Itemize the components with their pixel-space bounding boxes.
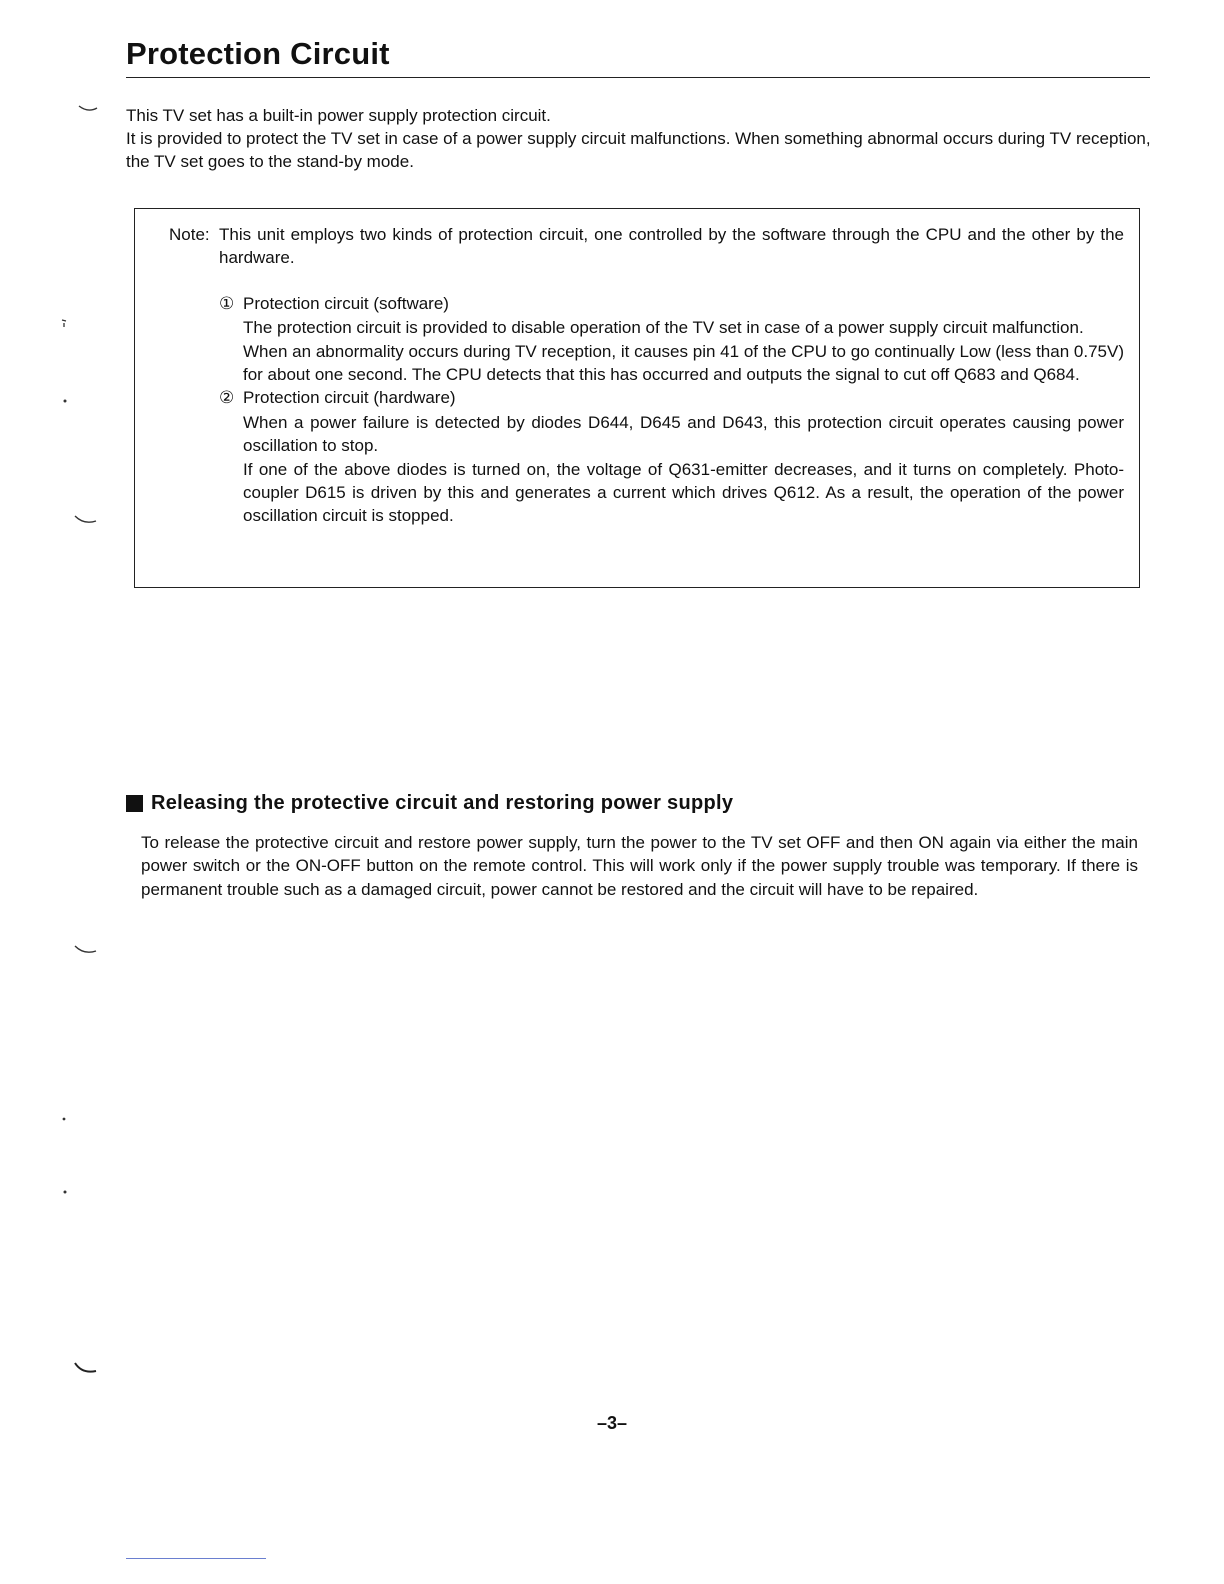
item-paragraph: If one of the above diodes is turned on, the voltage of Q631-emitter decreases, and it turns on completely. Photo-coupler D615 is driven by this and generates a current which drives Q612. As a result, the operation of the power oscillation circuit is stopped. — [243, 459, 1124, 526]
margin-mark-icon — [60, 318, 68, 330]
margin-mark-icon — [61, 1116, 67, 1122]
footer-rule — [126, 1558, 266, 1559]
page-number: –3– — [596, 1413, 628, 1433]
margin-mark-icon — [62, 398, 68, 404]
margin-mark-icon — [74, 514, 98, 526]
note-items — [219, 292, 1124, 528]
square-bullet-icon — [126, 795, 143, 812]
release-section-heading — [126, 792, 733, 815]
intro-section — [126, 104, 1152, 173]
title-underline — [126, 77, 1150, 78]
note-item-hardware — [219, 386, 1124, 527]
note-box — [134, 208, 1140, 588]
item-heading-software — [219, 292, 1124, 316]
note-item-software — [219, 292, 1124, 387]
release-heading-text: Releasing the protective circuit and restoring power supply — [151, 792, 734, 814]
item-heading-text: Protection circuit (software) — [243, 293, 449, 313]
margin-mark-icon — [62, 1189, 68, 1195]
page-title: Protection Circuit — [126, 36, 390, 71]
note-body — [169, 223, 1124, 528]
note-intro — [169, 223, 1124, 270]
item-paragraph: When a power failure is detected by diodes D644, D645 and D643, this protection circuit operates causing power oscillation to stop. — [243, 412, 1124, 456]
item-paragraph: When an abnormality occurs during TV reception, it causes pin 41 of the CPU to go continually Low (less than 0.75V) for about one second. The CPU detects that this has occurred and outputs the signal to cut off Q683 and Q684. — [243, 341, 1124, 385]
intro-paragraph-1: This TV set has a built-in power supply protection circuit. — [126, 106, 551, 125]
item-paragraph: The protection circuit is provided to disable operation of the TV set in case of a power supply circuit malfunction. — [243, 318, 1084, 338]
circled-number-1: ① — [219, 293, 235, 314]
intro-paragraph-2: It is provided to protect the TV set in case of a power supply circuit malfunctions. When something abnormal occurs during TV reception, the TV set goes to the stand-by mode. — [126, 129, 1151, 171]
release-section-body: To release the protective circuit and restore power supply, turn the power to the TV set OFF and then ON again via either the main power switch or the ON-OFF button on the remote control. This will work only if the power supply trouble was temporary. If there is permanent trouble such as a damaged circuit, power cannot be restored and the circuit will have to be repaired. — [141, 833, 1138, 899]
item-heading-hardware — [219, 386, 1124, 410]
note-text: This unit employs two kinds of protection circuit, one controlled by the software through the CPU and the other by the hardware. — [219, 225, 1124, 268]
margin-mark-icon — [78, 104, 98, 114]
circled-number-2: ② — [219, 388, 235, 409]
margin-mark-icon — [74, 944, 98, 956]
note-label: Note: — [169, 225, 210, 244]
margin-mark-icon — [74, 1362, 98, 1376]
item-heading-text: Protection circuit (hardware) — [243, 388, 456, 408]
